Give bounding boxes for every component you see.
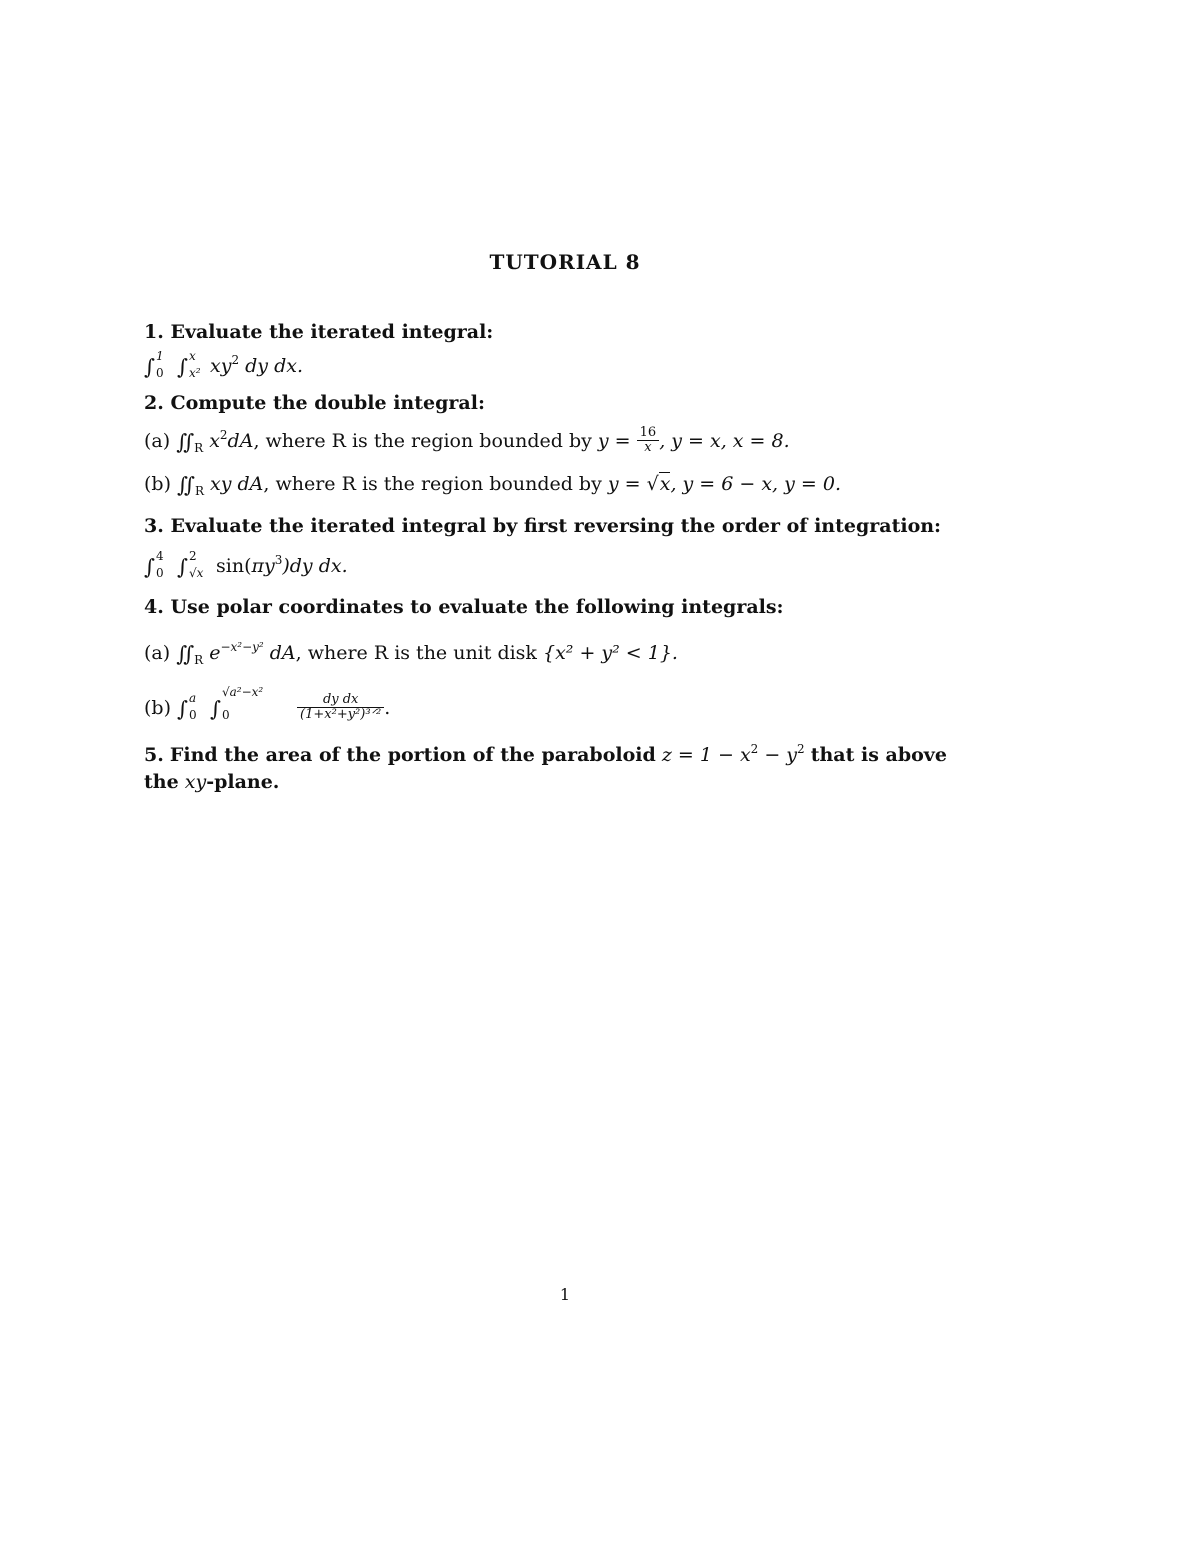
problem-5-label: 5. <box>144 744 164 766</box>
problem-3-text: Evaluate the iterated integral by first reversing the order of integration: <box>170 515 942 537</box>
problem-2-label: 2. <box>144 392 164 414</box>
fraction: $\frac{\text{dy dx}}{\text{(1+x²+y²)³ᐟ²}}$ <box>297 693 384 721</box>
problem-1-expression: ∫ 1 0 ∫ x x² $xy^2$ dy dx. <box>144 349 303 380</box>
problem-3-heading <box>144 517 941 536</box>
page-title: TUTORIAL 8 <box>489 250 641 274</box>
problem-3-label: 3. <box>144 515 164 537</box>
problem-5-line-1: 5. Find the area of the portion of the paraboloid $z = 1 - x^2 - y^2$ that is above <box>144 742 947 766</box>
problem-4-heading <box>144 598 784 617</box>
problem-4a: (a) $∬_R$ $e^{-x^2-y^2}$ dA, where R is the unit disk {x² + y² < 1}. <box>144 640 678 667</box>
problem-4b: (b) ∫ a 0 ∫ √a²−x² 0 $\frac{\text{dy dx}}{\text{(1+x²+y²)³ᐟ²}}$ . <box>144 685 391 722</box>
problem-2-heading <box>144 394 485 413</box>
problem-2a: (a) $∬_R$ $x^2dA$, where R is the region bounded by y = $\frac{16}{x}$ , y = x, x = 8. <box>144 425 790 456</box>
problem-4-label: 4. <box>144 596 164 618</box>
problem-2b: (b) $∬_R$ xy dA, where R is the region bounded by y = √x, y = 6 − x, y = 0. <box>144 473 841 498</box>
problem-1-heading <box>144 323 493 342</box>
page-number: 1 <box>559 1285 571 1304</box>
problem-3-expression: ∫ 4 0 ∫ 2 √x $\sin(\pi y^3)dy$ dx. <box>144 549 348 580</box>
problem-1-text: Evaluate the iterated integral: <box>170 321 494 343</box>
problem-2-text: Compute the double integral: <box>170 392 485 414</box>
problem-1-label: 1. <box>144 321 164 343</box>
fraction: $\frac{16}{x}$ <box>637 426 660 454</box>
problem-4-text: Use polar coordinates to evaluate the following integrals: <box>170 596 784 618</box>
problem-5-line-2: the xy-plane. <box>144 771 280 793</box>
